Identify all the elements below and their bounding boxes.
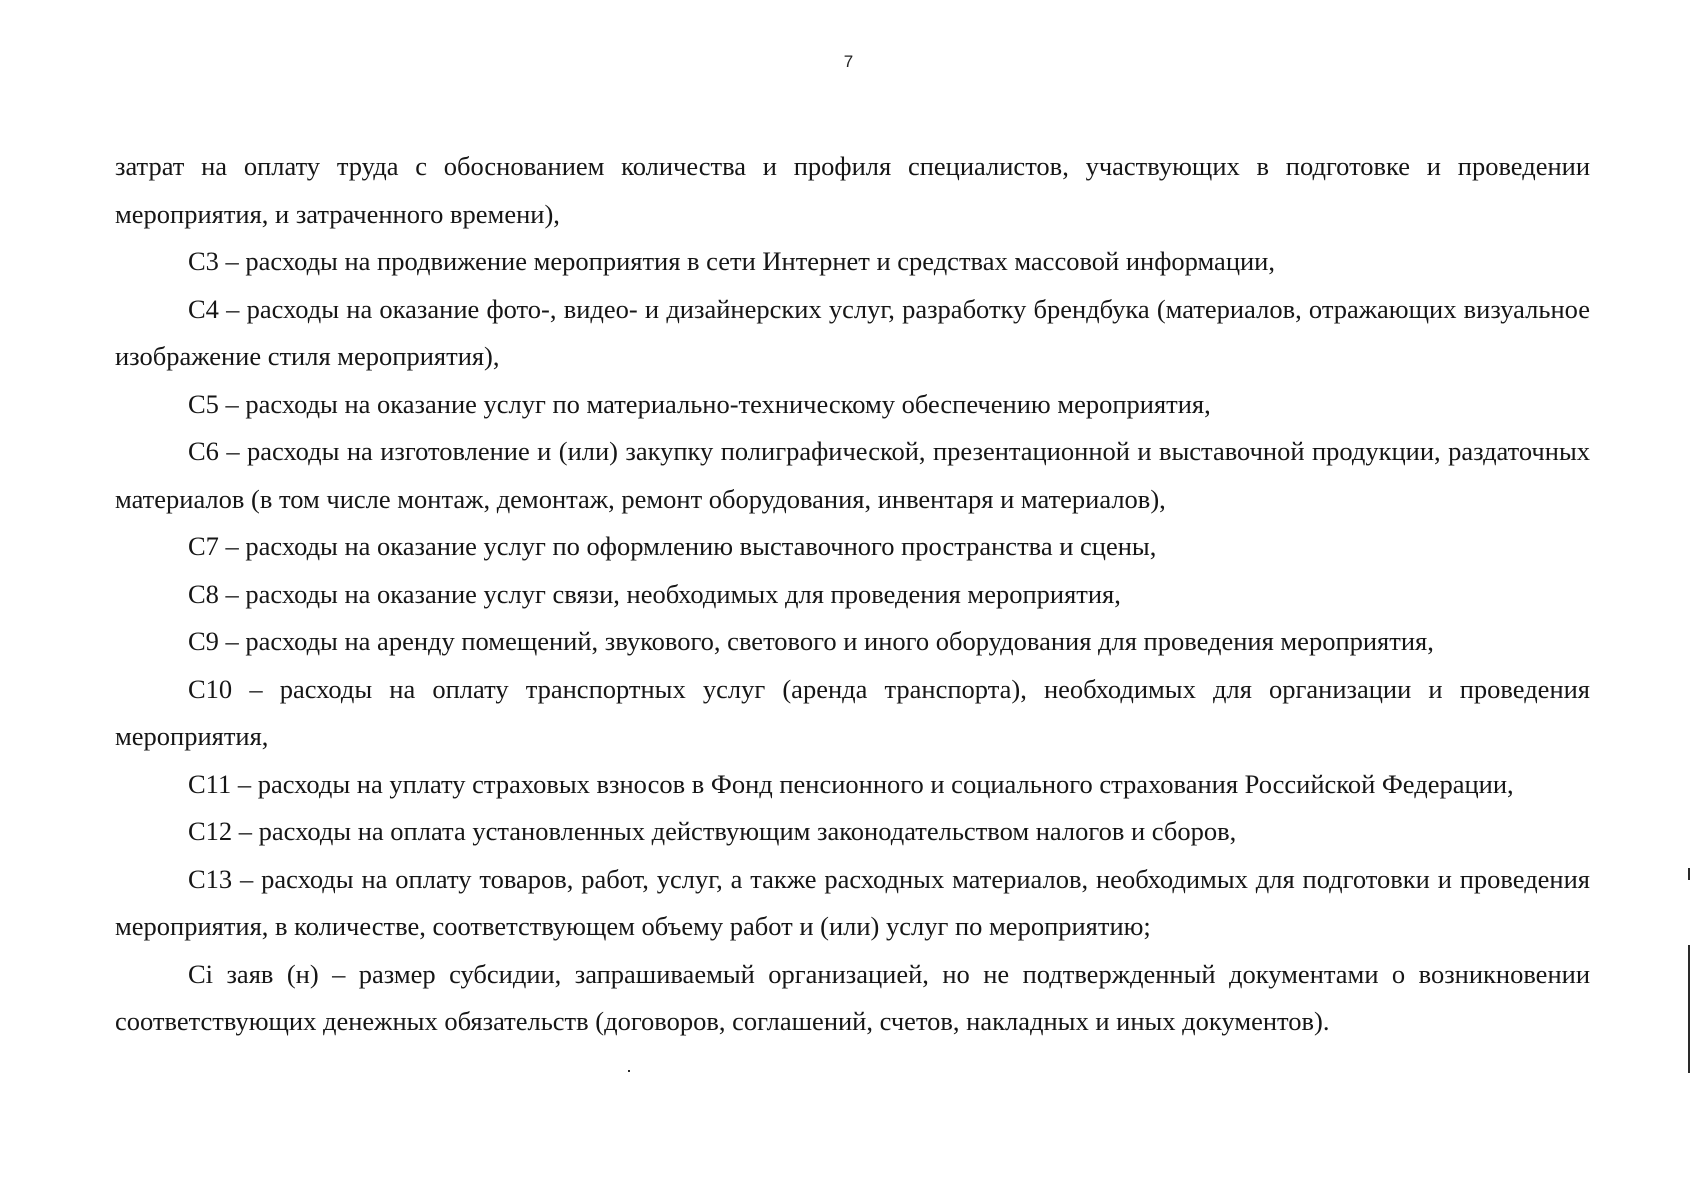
paragraph-c7: С7 – расходы на оказание услуг по оформлению выставочного пространства и сцены, [188,531,1157,561]
scan-artifact-line [1688,945,1690,1073]
paragraph-c8: С8 – расходы на оказание услуг связи, необходимых для проведения мероприятия, [188,578,1121,609]
paragraph-c5: С5 – расходы на оказание услуг по материально-техническому обеспечению мероприятия, [188,388,1211,419]
document-body [115,143,1590,1046]
page-number: 7 [843,52,854,71]
paragraph-ci-requested: Сi заяв (н) – размер субсидии, запрашиваемый организацией, но не подтвержденный документами о возникновении соответствующих денежных обязательств (договоров, соглашений, счетов, накладных и иных документов). [115,958,1590,1036]
paragraph-c4: С4 – расходы на оказание фото-, видео- и дизайнерских услуг, разработку брендбука (материалов, отражающих визуальное изображение стиля мероприятия), [115,293,1590,371]
paragraph-labor-costs-continued: затрат на оплату труда с обоснованием количества и профиля специалистов, участвующих в подготовке и проведении мероприятия, и затраченного времени), [115,151,1590,229]
paragraph-c11: С11 – расходы на уплату страховых взносов в Фонд пенсионного и социального страхования Российской Федерации, [188,768,1514,799]
scan-artifact-dot [628,1070,630,1072]
scan-artifact-mark [1688,868,1690,880]
paragraph-c13: С13 – расходы на оплату товаров, работ, услуг, а также расходных материалов, необходимых для подготовки и проведения мероприятия, в количестве, соответствующем объему работ и (или) услуг по мероприятию; [115,863,1590,941]
paragraph-c6: С6 – расходы на изготовление и (или) закупку полиграфической, презентационной и выставочной продукции, раздаточных материалов (в том числе монтаж, демонтаж, ремонт оборудования, инвентаря и материалов), [115,436,1590,514]
paragraph-c9: С9 – расходы на аренду помещений, звукового, светового и иного оборудования для проведения мероприятия, [188,626,1434,656]
paragraph-c12: С12 – расходы на оплата установленных действующим законодательством налогов и сборов, [188,816,1237,846]
paragraph-c10: С10 – расходы на оплату транспортных услуг (аренда транспорта), необходимых для организации и проведения мероприятия, [115,673,1590,751]
paragraph-c3: С3 – расходы на продвижение мероприятия в сети Интернет и средствах массовой информации, [188,246,1275,276]
